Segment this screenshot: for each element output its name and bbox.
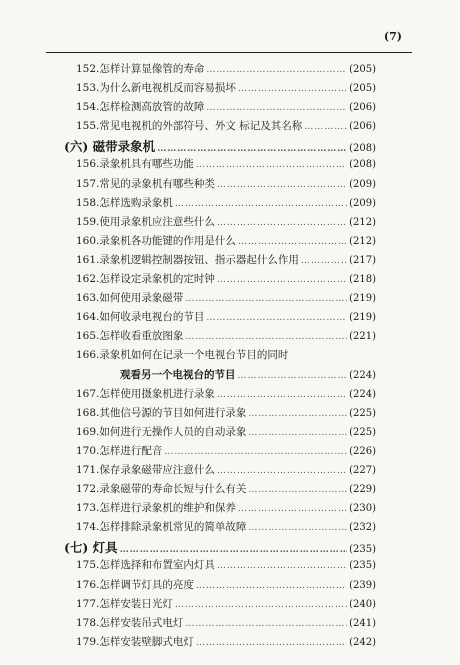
toc-entry-title: 152.怎样计算显像管的寿命 xyxy=(76,63,205,75)
toc-entry xyxy=(76,309,376,328)
dot-leader xyxy=(157,144,347,154)
toc-entry-title: 169.如何进行无操作人员的自动录象 xyxy=(76,425,247,438)
toc-entry-title: 174.怎样排除录象机常见的简单故障 xyxy=(76,521,247,534)
dot-leader xyxy=(217,466,347,476)
toc-entry-title: 178.怎样安装吊式电灯 xyxy=(76,616,184,629)
toc-page-number: (221) xyxy=(349,331,376,343)
toc-entry xyxy=(76,519,376,538)
toc-entry-title: 173.怎样进行录象机的维护和保养 xyxy=(76,502,236,515)
toc-page-number: (224) xyxy=(349,388,376,400)
dot-leader xyxy=(206,313,347,323)
toc-entry-title: 154.怎样检测高放管的故障 xyxy=(76,101,205,114)
toc-entry xyxy=(76,195,376,214)
toc-entry-title: 161.录象机逻辑控制器按钮、指示器起什么作用 xyxy=(76,253,299,266)
toc-entry xyxy=(76,557,376,576)
toc-entry-title: 167.怎样使用摄象机进行录象 xyxy=(76,387,215,400)
toc-section-heading xyxy=(64,137,376,156)
toc-entry xyxy=(76,462,376,481)
dot-leader xyxy=(196,638,347,648)
toc-entry xyxy=(76,615,376,634)
toc-page-number: (209) xyxy=(349,197,376,209)
dot-leader xyxy=(217,218,347,228)
toc-entry-title: 176.怎样调节灯具的亮度 xyxy=(76,578,194,591)
toc-page-number: (218) xyxy=(349,274,376,286)
dot-leader xyxy=(248,409,347,419)
toc-page-number: (209) xyxy=(349,178,376,190)
toc-entry xyxy=(76,271,376,290)
toc-page-number: (225) xyxy=(349,407,376,419)
toc-page-number: (212) xyxy=(349,235,376,247)
toc-entry-title: (七) 灯具 xyxy=(64,540,118,556)
toc-page-number: (241) xyxy=(349,617,376,629)
toc-entry-title: 172.录象磁带的寿命长短与什么有关 xyxy=(76,483,247,496)
toc-entry-title: 179.怎样安装壁脚式电灯 xyxy=(76,635,194,648)
toc-page-number: (235) xyxy=(349,544,376,556)
toc-entry-title: 177.怎样安装日光灯 xyxy=(76,597,173,610)
dot-leader xyxy=(217,561,347,571)
toc-page-number: (205) xyxy=(349,83,376,95)
toc-entry xyxy=(76,252,376,271)
toc-page-number: (205) xyxy=(349,64,376,75)
dot-leader xyxy=(248,485,347,495)
dot-leader xyxy=(217,275,347,285)
dot-leader xyxy=(175,199,347,209)
dot-leader xyxy=(164,447,347,457)
toc-page-number: (225) xyxy=(349,426,376,438)
toc-entry xyxy=(76,481,376,500)
dot-leader xyxy=(238,84,347,94)
toc-entry xyxy=(76,290,376,309)
dot-leader xyxy=(217,180,347,190)
dot-leader xyxy=(304,122,347,132)
toc-entry xyxy=(76,176,376,195)
toc-entry-title: 168.其他信号源的节目如何进行录象 xyxy=(76,406,247,419)
dot-leader xyxy=(238,371,348,381)
dot-leader xyxy=(248,428,347,438)
dot-leader xyxy=(238,237,347,247)
toc-entry xyxy=(76,367,376,386)
toc-entry-title: 观看另一个电视台的节目 xyxy=(120,368,236,381)
toc-entry-title: 165.怎样收看重放图象 xyxy=(76,330,184,343)
dot-leader xyxy=(185,332,347,342)
table-of-contents xyxy=(64,61,376,653)
toc-section-heading xyxy=(64,538,376,557)
toc-page-number: (224) xyxy=(349,369,376,381)
toc-page-number: (227) xyxy=(349,464,376,476)
dot-leader xyxy=(206,103,347,113)
toc-entry-title: 153.为什么新电视机反而容易损坏 xyxy=(76,82,236,95)
toc-entry-title: 156.录象机具有哪些功能 xyxy=(76,158,194,171)
dot-leader xyxy=(248,523,347,533)
toc-entry-title: 175.怎样选择和布置室内灯具 xyxy=(76,559,215,572)
toc-entry-title: 171.保存录象磁带应注意什么 xyxy=(76,463,215,476)
toc-page-number: (212) xyxy=(349,216,376,228)
toc-entry-title: 155.常见电视机的外部符号、外文 标记及其名称 xyxy=(76,120,303,133)
toc-page-number: (242) xyxy=(349,636,376,648)
toc-entry xyxy=(76,99,376,118)
toc-entry xyxy=(76,347,376,366)
dot-leader xyxy=(175,600,347,610)
dot-leader xyxy=(196,581,347,591)
toc-entry xyxy=(76,596,376,615)
dot-leader xyxy=(217,390,347,400)
toc-page-number: (239) xyxy=(349,579,376,591)
toc-page-number: (219) xyxy=(349,293,376,305)
toc-entry xyxy=(76,577,376,596)
toc-entry-title: 158.怎样选购录象机 xyxy=(76,196,173,209)
dot-leader xyxy=(206,65,347,75)
dot-leader xyxy=(196,160,347,170)
toc-page-number: (226) xyxy=(349,445,376,457)
toc-page-number: (217) xyxy=(349,254,376,266)
page-number: (7) xyxy=(383,30,402,43)
toc-entry xyxy=(76,233,376,252)
toc-page-number: (208) xyxy=(349,143,376,155)
toc-page-number: (219) xyxy=(349,312,376,324)
toc-page-number: (232) xyxy=(349,522,376,534)
toc-entry-title: 162.怎样设定录象机的定时钟 xyxy=(76,273,215,286)
toc-entry xyxy=(76,405,376,424)
toc-entry-title: 170.怎样进行配音 xyxy=(76,444,163,457)
toc-entry xyxy=(76,118,376,137)
toc-entry xyxy=(76,443,376,462)
toc-page-number: (240) xyxy=(349,598,376,610)
toc-page-number: (230) xyxy=(349,503,376,515)
toc-entry xyxy=(76,386,376,405)
toc-page-number: (229) xyxy=(349,484,376,496)
toc-page-number: (206) xyxy=(349,102,376,114)
dot-leader xyxy=(301,256,347,266)
dot-leader xyxy=(120,545,347,555)
toc-page-number: (206) xyxy=(349,121,376,133)
toc-entry-title: 164.如何收录电视台的节目 xyxy=(76,311,205,324)
toc-entry-title: 160.录象机各功能键的作用是什么 xyxy=(76,234,236,247)
toc-entry xyxy=(76,61,376,80)
dot-leader xyxy=(185,619,347,629)
toc-entry xyxy=(76,500,376,519)
toc-entry-title: (六) 磁带录象机 xyxy=(64,139,156,155)
toc-entry-title: 159.使用录象机应注意些什么 xyxy=(76,215,215,228)
toc-entry-title: 157.常见的录象机有哪些种类 xyxy=(76,177,215,190)
toc-entry-title: 166.录象机如何在记录一个电视台节目的同时 xyxy=(76,349,289,362)
header-rule xyxy=(46,52,412,53)
toc-entry xyxy=(76,424,376,443)
toc-entry xyxy=(76,634,376,653)
toc-entry xyxy=(76,328,376,347)
dot-leader xyxy=(238,504,347,514)
dot-leader xyxy=(185,294,347,304)
toc-page-number: (208) xyxy=(349,159,376,171)
toc-page-number: (235) xyxy=(349,560,376,572)
toc-entry xyxy=(76,80,376,99)
toc-entry xyxy=(76,214,376,233)
toc-entry xyxy=(76,156,376,175)
toc-entry-title: 163.如何使用录象磁带 xyxy=(76,292,184,305)
